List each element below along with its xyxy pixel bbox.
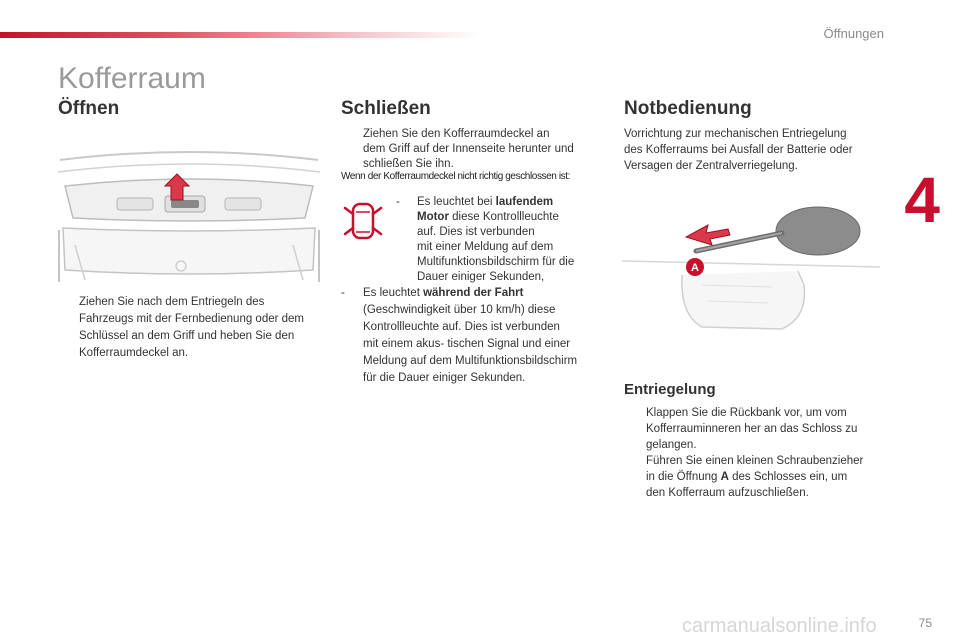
item2-line-4: mit einem akus- tischen Signal und einer: [363, 338, 571, 350]
col3-b1-line-1: Klappen Sie die Rückbank vor, um vom: [646, 407, 847, 419]
heading-entriegelung: Entriegelung: [624, 381, 716, 398]
item2-line-3: Kontrollleuchte auf. Dies ist verbunden: [363, 321, 560, 333]
insert-arrow-icon: [686, 225, 730, 245]
col3-b2-line-1: Führen Sie einen kleinen Schraubenzieher: [646, 455, 864, 467]
item2-line-1: Es leuchtet während der Fahrt: [363, 287, 524, 299]
item1-line-4: mit einer Meldung auf dem: [417, 241, 554, 253]
item1-line-5: Multifunktionsbildschirm für die: [417, 256, 575, 268]
item1-line-1: Es leuchtet bei laufendem: [417, 196, 554, 208]
heading-oeffnen: Öffnen: [58, 98, 120, 119]
col1-line-1: Ziehen Sie nach dem Entriegeln des: [79, 296, 265, 308]
item2-line-5: Meldung auf dem Multifunktionsbildschirm: [363, 355, 578, 367]
col1-line-3: Schlüssel an dem Griff und heben Sie den: [79, 330, 295, 342]
label-a-text: A: [691, 262, 699, 274]
item1-line-3: auf. Dies ist verbunden: [417, 226, 535, 238]
col3-intro-line-2: des Kofferraums bei Ausfall der Batterie oder: [624, 144, 853, 156]
heading-notbedienung: Notbedienung: [624, 98, 752, 119]
item2-dash: -: [341, 287, 345, 299]
chapter-number: 4: [904, 164, 940, 236]
warning-note: Wenn der Kofferraumdeckel nicht richtig geschlossen ist:: [341, 171, 571, 182]
emergency-release-illustration: [622, 205, 882, 335]
page-number: 75: [918, 616, 932, 630]
col3-b1-line-3: gelangen.: [646, 439, 697, 451]
item2-line-2: (Geschwindigkeit über 10 km/h) diese: [363, 304, 556, 316]
col1-line-4: Kofferraumdeckel an.: [79, 347, 189, 359]
col2-line-3: schließen Sie ihn.: [363, 158, 454, 170]
col2-line-2: dem Griff auf der Innenseite herunter und: [363, 143, 574, 155]
open-door-warning-icon: [339, 198, 387, 246]
col3-intro-line-3: Versagen der Zentralverriegelung.: [624, 160, 798, 172]
col1-line-2: Fahrzeugs mit der Fernbedienung oder dem: [79, 313, 305, 325]
item1-line-6: Dauer einiger Sekunden,: [417, 271, 545, 283]
col3-intro-line-1: Vorrichtung zur mechanischen Entriegelung: [624, 128, 847, 140]
header-accent-bar: [0, 32, 480, 38]
col2-line-1: Ziehen Sie den Kofferraumdeckel an: [363, 128, 550, 140]
item1-dash: -: [396, 196, 400, 208]
col3-b2-line-2: in die Öffnung A des Schlosses ein, um: [646, 471, 848, 483]
item2-line-6: für die Dauer einiger Sekunden.: [363, 372, 526, 384]
watermark: carmanualsonline.info: [682, 615, 877, 637]
item1-line-2: Motor diese Kontrollleuchte: [417, 211, 559, 223]
section-title: Öffnungen: [823, 26, 884, 41]
col3-b1-line-2: Kofferrauminneren her an das Schloss zu: [646, 423, 858, 435]
trunk-opening-illustration: [55, 150, 323, 285]
heading-schliessen: Schließen: [341, 98, 431, 119]
col3-b2-line-3: den Kofferraum aufzuschließen.: [646, 487, 809, 499]
page-title: Kofferraum: [58, 62, 206, 95]
